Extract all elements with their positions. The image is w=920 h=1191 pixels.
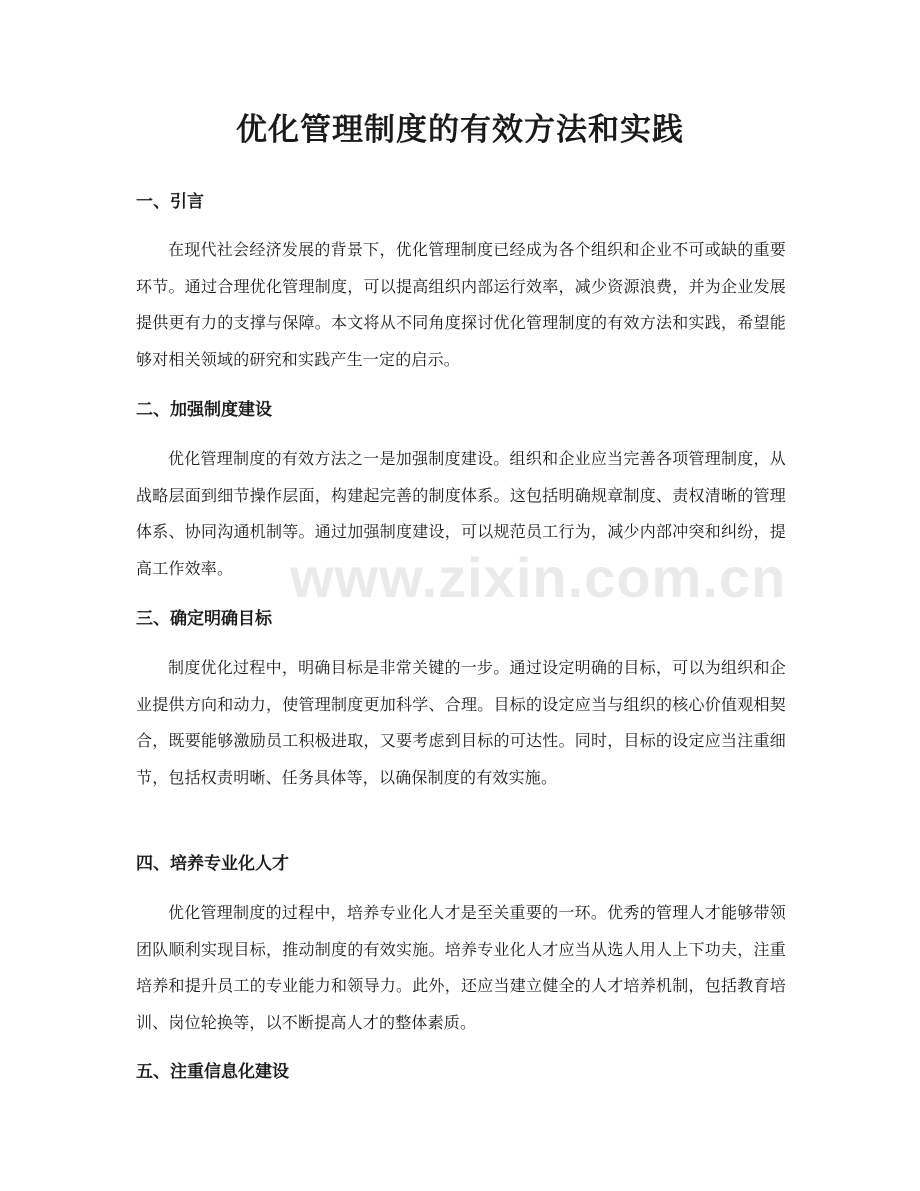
section-heading-clear-goals: 三、确定明确目标 [136,609,272,629]
watermark-text: www.zixin.com.cn [290,546,787,609]
section-body-system-building: 优化管理制度的有效方法之一是加强制度建设。组织和企业应当完善各项管理制度，从战略层面到细节操作层面，构建起完善的制度体系。这包括明确规章制度、责权清晰的管理体系、协同沟通机制等。通过加强制度建设，可以规范员工行为，减少内部冲突和纠纷，提高工作效率。 [136,449,786,578]
page-title: 优化管理制度的有效方法和实践 [236,112,684,148]
section-body-talent: 优化管理制度的过程中，培养专业化人才是至关重要的一环。优秀的管理人才能够带领团队顺利实现目标，推动制度的有效实施。培养专业化人才应当从选人用人上下功夫，注重培养和提升员工的专业能力和领导力。此外，还应当建立健全的人才培养机制，包括教育培训、岗位轮换等，以不断提高人才的整体素质。 [136,903,786,1032]
section-heading-informatization: 五、注重信息化建设 [136,1062,289,1082]
section-heading-system-building: 二、加强制度建设 [136,400,272,420]
section-heading-talent: 四、培养专业化人才 [136,854,289,874]
section-heading-introduction: 一、引言 [136,192,204,212]
section-body-introduction: 在现代社会经济发展的背景下，优化管理制度已经成为各个组织和企业不可或缺的重要环节。通过合理优化管理制度，可以提高组织内部运行效率，减少资源浪费，并为企业发展提供更有力的支撑与保障。本文将从不同角度探讨优化管理制度的有效方法和实践，希望能够对相关领域的研究和实践产生一定的启示。 [136,240,786,369]
section-body-clear-goals: 制度优化过程中，明确目标是非常关键的一步。通过设定明确的目标，可以为组织和企业提供方向和动力，使管理制度更加科学、合理。目标的设定应当与组织的核心价值观相契合，既要能够激励员工积极进取，又要考虑到目标的可达性。同时，目标的设定应当注重细节，包括权责明晰、任务具体等，以确保制度的有效实施。 [136,658,786,787]
